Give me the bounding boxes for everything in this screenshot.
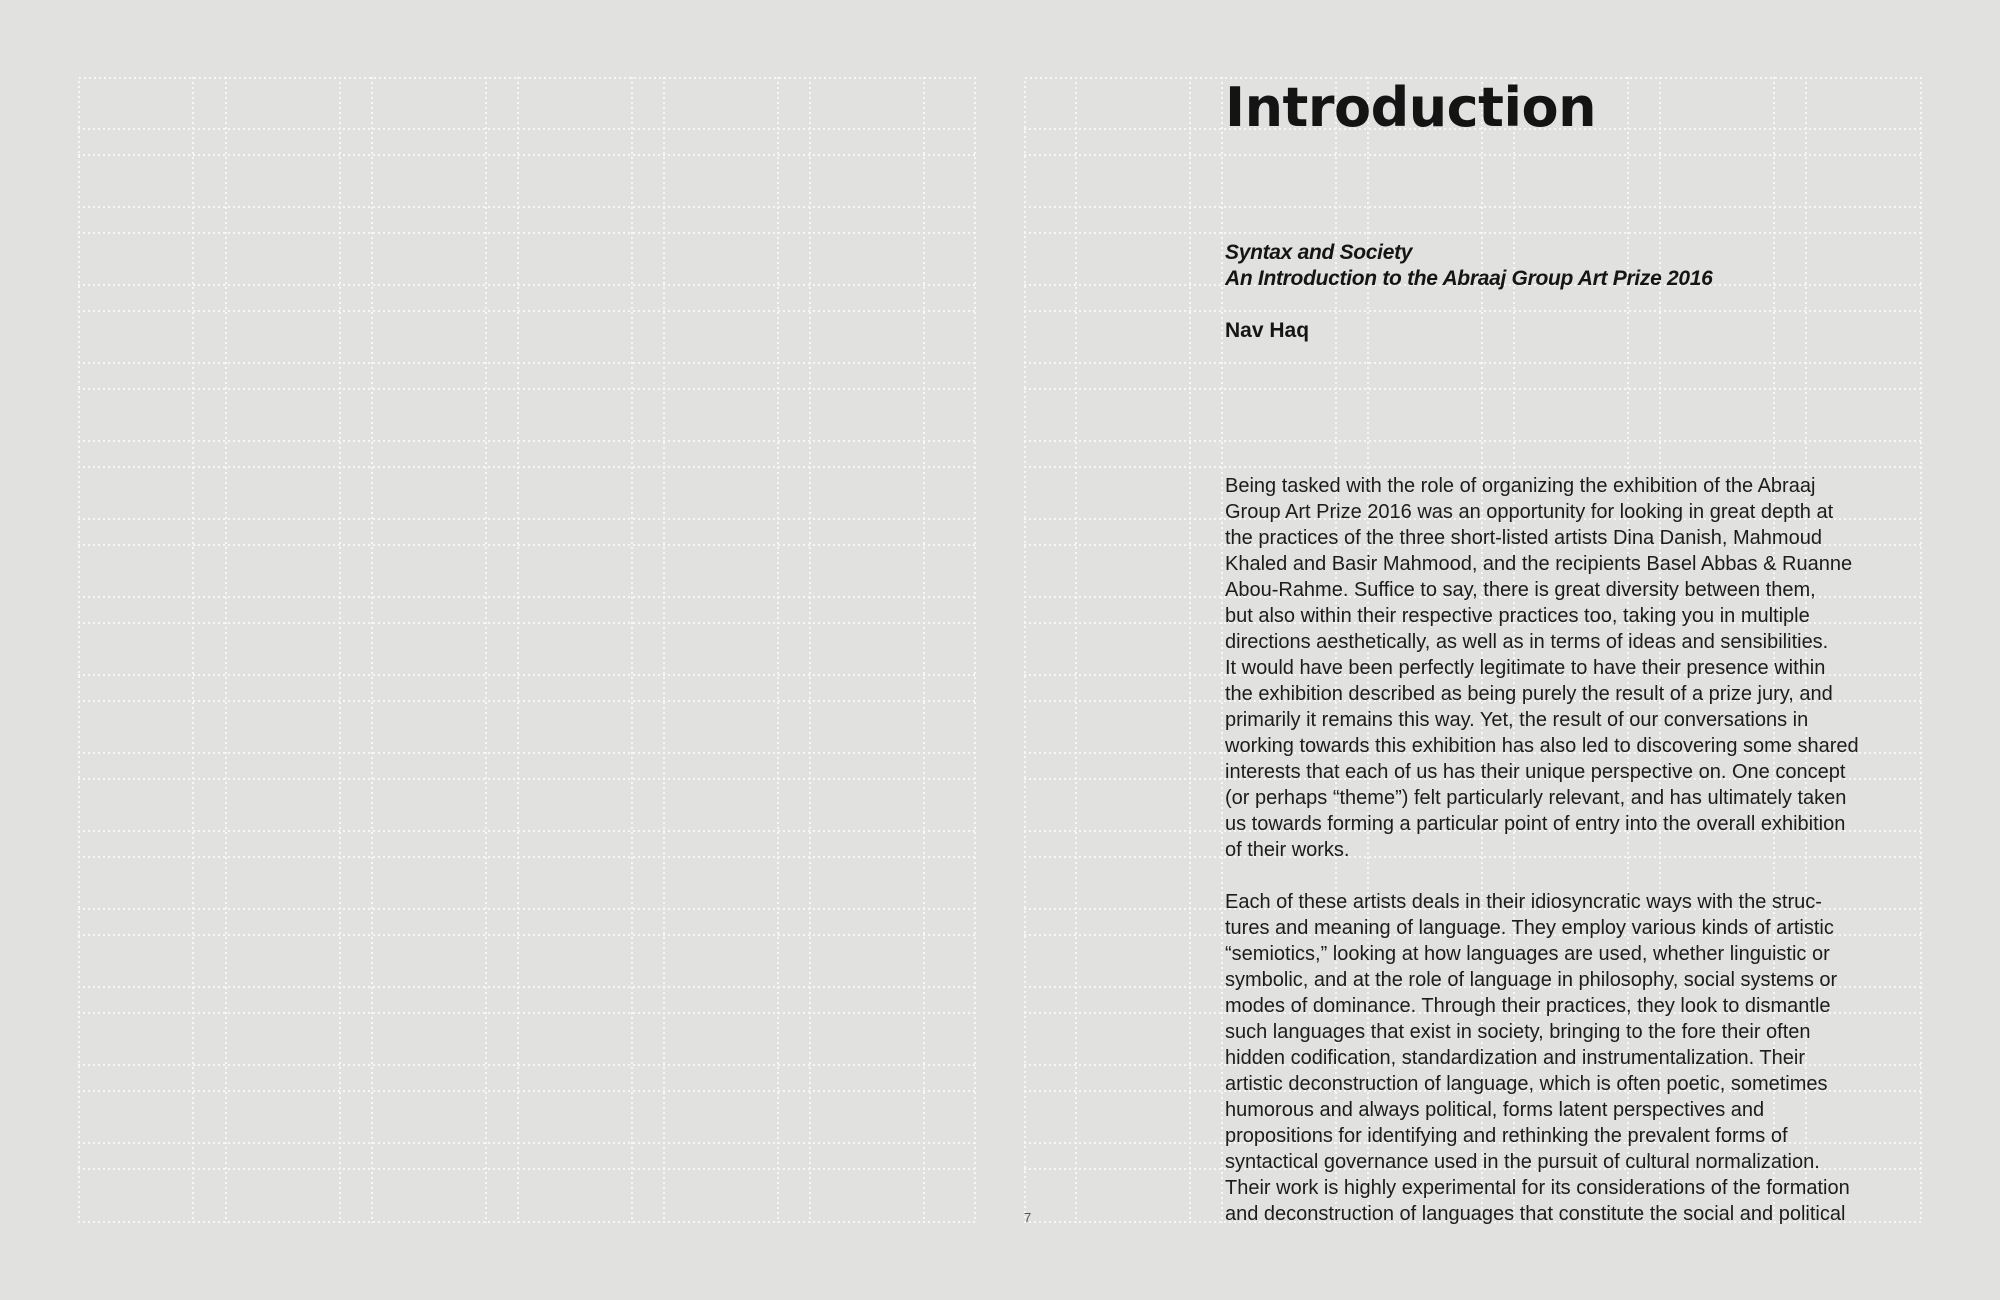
text-line: interests that each of us has their unique perspective on. One concept [1225, 761, 1846, 783]
text-line: “semiotics,” looking at how languages are used, whether linguistic or [1225, 943, 1830, 965]
paragraph-1 [1225, 473, 1925, 863]
text-line: Group Art Prize 2016 was an opportunity for looking in great depth at [1225, 501, 1834, 523]
text-line: Each of these artists deals in their idiosyncratic ways with the struc- [1225, 891, 1822, 913]
author-name: Nav Haq [1225, 319, 1310, 342]
text-line: Their work is highly experimental for its considerations of the formation [1225, 1177, 1850, 1199]
text-line: symbolic, and at the role of language in philosophy, social systems or [1225, 969, 1838, 991]
subtitle-line-1: Syntax and Society [1225, 241, 1413, 264]
text-line: primarily it remains this way. Yet, the result of our conversations in [1225, 709, 1809, 731]
text-line: directions aesthetically, as well as in terms of ideas and sensibilities. [1225, 631, 1829, 653]
text-line: propositions for identifying and rethinking the prevalent forms of [1225, 1125, 1788, 1147]
text-line: of their works. [1225, 839, 1350, 861]
subtitle-line-2: An Introduction to the Abraaj Group Art Prize 2016 [1225, 267, 1713, 290]
text-line: working towards this exhibition has also led to discovering some shared [1225, 735, 1859, 757]
text-line: humorous and always political, forms latent perspectives and [1225, 1099, 1765, 1121]
text-line: us towards forming a particular point of entry into the overall exhibition [1225, 813, 1846, 835]
text-line: the practices of the three short-listed artists Dina Danish, Mahmoud [1225, 527, 1822, 549]
text-line: hidden codification, standardization and instrumentalization. Their [1225, 1047, 1805, 1069]
text-line: Being tasked with the role of organizing the exhibition of the Abraaj [1225, 475, 1816, 497]
article-subtitle [1225, 240, 1713, 292]
text-line: the exhibition described as being purely the result of a prize jury, and [1225, 683, 1833, 705]
text-line: Abou-Rahme. Suffice to say, there is great diversity between them, [1225, 579, 1816, 601]
text-line: syntactical governance used in the pursuit of cultural normalization. [1225, 1151, 1820, 1173]
text-line: and deconstruction of languages that constitute the social and political [1225, 1203, 1846, 1225]
text-line: tures and meaning of language. They employ various kinds of artistic [1225, 917, 1834, 939]
text-line: but also within their respective practices too, taking you in multiple [1225, 605, 1810, 627]
paragraph-gap [1225, 863, 1925, 889]
page-number: 7 [1024, 1210, 1032, 1225]
text-line: artistic deconstruction of language, which is often poetic, sometimes [1225, 1073, 1828, 1095]
grid-lines-left [78, 77, 976, 1223]
text-line: (or perhaps “theme”) felt particularly relevant, and has ultimately taken [1225, 787, 1847, 809]
body-text [1225, 473, 1925, 1227]
text-line: modes of dominance. Through their practices, they look to dismantle [1225, 995, 1831, 1017]
page-title: Introduction [1225, 76, 1597, 139]
layout-grid-left [78, 77, 976, 1223]
text-line: Khaled and Basir Mahmood, and the recipients Basel Abbas & Ruanne [1225, 553, 1853, 575]
right-page [1000, 0, 2000, 1300]
text-line: It would have been perfectly legitimate to have their presence within [1225, 657, 1826, 679]
text-line: such languages that exist in society, bringing to the fore their often [1225, 1021, 1811, 1043]
paragraph-2 [1225, 889, 1925, 1227]
